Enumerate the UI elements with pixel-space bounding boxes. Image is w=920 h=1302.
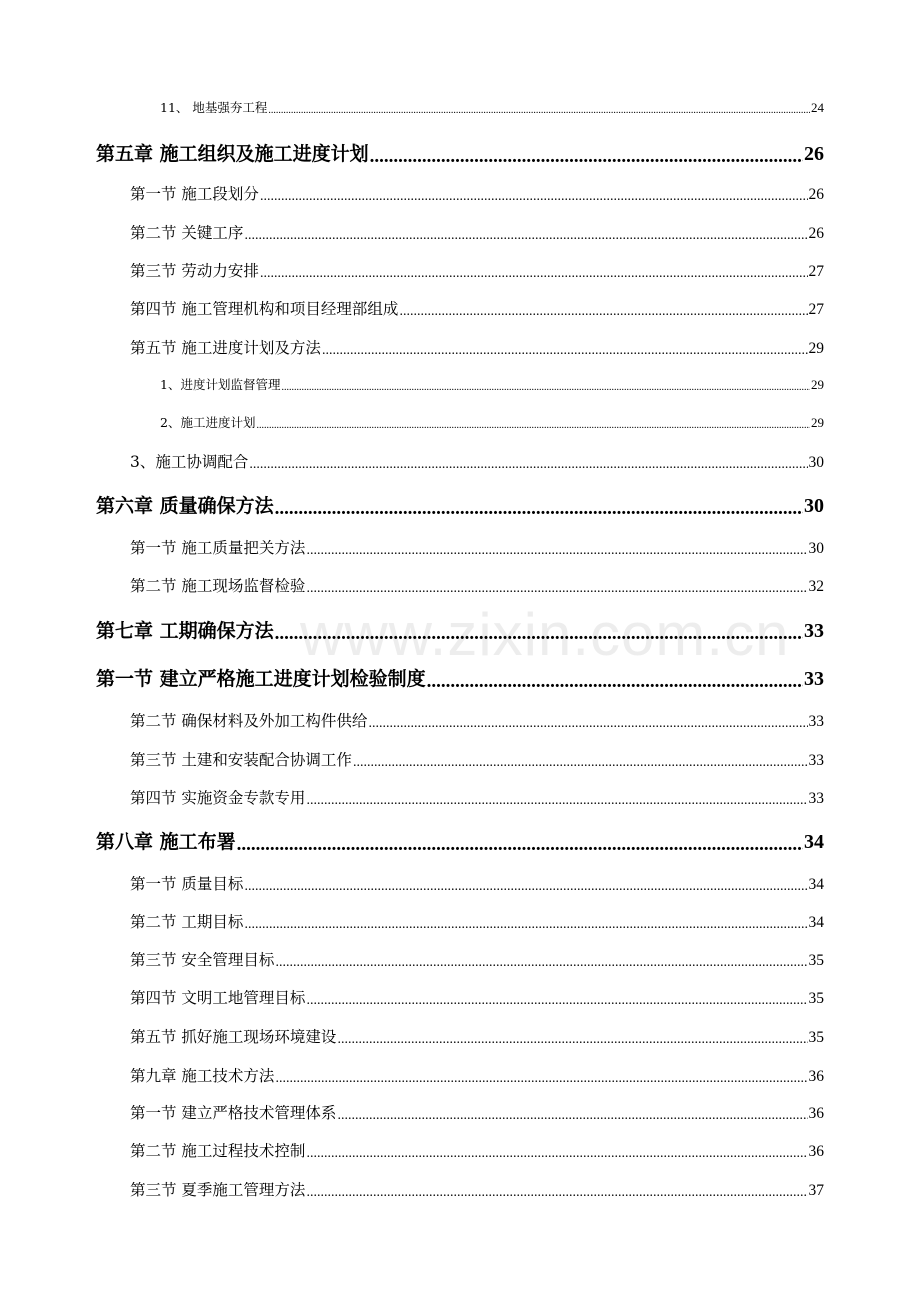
leader-dots [275,499,803,518]
toc-entry-page: 30 [808,454,824,471]
toc-entry[interactable] [130,1178,824,1200]
toc-entry-page: 35 [808,990,824,1007]
toc-entry-page: 27 [808,263,824,280]
leader-dots [370,147,803,166]
toc-entry-title: 第二节 施工过程技术控制 [130,1142,306,1160]
leader-dots [237,835,803,854]
toc-entry-page: 36 [808,1068,824,1085]
toc-entry[interactable] [130,1025,824,1047]
toc-entry[interactable] [130,1064,824,1086]
toc-entry[interactable] [130,221,824,243]
toc-entry-title: 第二节 施工现场监督检验 [130,577,306,595]
toc-entry[interactable] [130,574,824,596]
toc-entry-title: 第三节 劳动力安排 [130,262,259,280]
leader-dots [306,794,807,808]
toc-entry-title: 第五章 施工组织及施工进度计划 [96,143,369,165]
toc-chapter[interactable] [96,491,824,518]
toc-entry-title: 第一节 建立严格技术管理体系 [130,1104,337,1122]
toc-entry-title: 第一节 质量目标 [130,875,244,893]
leader-dots [337,1109,807,1123]
toc-entry[interactable] [130,709,824,731]
leader-dots [399,305,807,319]
toc-entry-page: 26 [808,225,824,242]
toc-entry-title: 1、进度计划监督管理 [160,377,281,392]
leader-dots [268,106,810,116]
toc-entry-page: 35 [808,952,824,969]
toc-entry[interactable] [160,413,824,431]
toc-entry[interactable] [130,336,824,358]
toc-entry[interactable] [130,786,824,808]
toc-entry[interactable] [130,748,824,770]
toc-entry-title: 第一节 施工段划分 [130,185,259,203]
toc-entry[interactable] [130,536,824,558]
toc-entry[interactable] [130,259,824,281]
toc-entry-title: 第七章 工期确保方法 [96,620,274,642]
toc-entry[interactable] [130,1101,824,1123]
toc-entry[interactable] [130,182,824,204]
toc-entry-page: 26 [808,186,824,203]
toc-entry-title: 第二节 关键工序 [130,224,244,242]
toc-entry-page: 33 [808,790,824,807]
toc-entry-title: 第四节 施工管理机构和项目经理部组成 [130,300,399,318]
toc-entry[interactable] [130,948,824,970]
toc-entry-page: 34 [808,914,824,931]
leader-dots [427,672,803,691]
toc-entry-page: 32 [808,578,824,595]
toc-entry-page: 36 [808,1105,824,1122]
toc-chapter[interactable] [96,139,824,166]
leader-dots [260,190,808,204]
toc-entry-title: 第九章 施工技术方法 [130,1067,275,1085]
toc-entry[interactable] [130,872,824,894]
toc-entry-title: 第三节 夏季施工管理方法 [130,1181,306,1199]
leader-dots [368,717,807,731]
toc-entry[interactable] [130,986,824,1008]
leader-dots [244,880,807,894]
toc-entry-page: 30 [808,540,824,557]
leader-dots [244,918,807,932]
toc-entry-title: 第三节 安全管理目标 [130,951,275,969]
leader-dots [306,1147,807,1161]
leader-dots [275,956,807,970]
leader-dots [322,344,808,358]
leader-dots [275,624,803,643]
toc-chapter[interactable] [96,827,824,854]
watermark: www.zixin.com.cn [300,601,790,668]
toc-entry-page: 36 [808,1143,824,1160]
toc-entry-title: 第一节 施工质量把关方法 [130,539,306,557]
toc-entry-page: 35 [808,1029,824,1046]
toc-entry-page: 34 [804,831,824,853]
leader-dots [275,1072,807,1086]
leader-dots [306,582,807,596]
toc-entry-page: 26 [804,143,824,165]
toc-entry-title: 第四节 实施资金专款专用 [130,789,306,807]
toc-entry-title: 第八章 施工布署 [96,831,236,853]
toc-chapter[interactable] [96,616,824,643]
toc-entry-page: 24 [811,100,824,115]
toc-entry-title: 第二节 工期目标 [130,913,244,931]
toc-entry-page: 34 [808,876,824,893]
toc-entry[interactable] [130,910,824,932]
toc-entry-title: 第三节 土建和安装配合协调工作 [130,751,352,769]
leader-dots [306,994,807,1008]
toc-entry-page: 27 [808,301,824,318]
toc-entry-title: 第一节 建立严格施工进度计划检验制度 [96,668,426,690]
leader-dots [244,229,807,243]
leader-dots [306,544,807,558]
toc-entry-title: 3、施工协调配合 [130,453,249,471]
toc-entry-title: 第五节 施工进度计划及方法 [130,339,321,357]
toc-entry[interactable] [130,297,824,319]
toc-entry-title: 11、 地基强夯工程 [160,100,268,115]
toc-entry-page: 33 [804,668,824,690]
toc-entry-page: 33 [804,620,824,642]
toc-entry[interactable] [160,375,824,393]
toc-entry-page: 29 [811,377,824,392]
toc-entry-page: 33 [808,713,824,730]
leader-dots [260,267,808,281]
toc-entry[interactable] [160,98,824,116]
toc-chapter[interactable] [96,664,824,691]
toc-entry-title: 第四节 文明工地管理目标 [130,989,306,1007]
toc-entry-page: 29 [811,415,824,430]
leader-dots [306,1186,807,1200]
toc-entry-page: 37 [808,1182,824,1199]
leader-dots [353,756,808,770]
toc-entry-title: 第六章 质量确保方法 [96,495,274,517]
toc-entry-title: 第五节 抓好施工现场环境建设 [130,1028,337,1046]
toc-entry[interactable] [130,1139,824,1161]
leader-dots [337,1033,807,1047]
leader-dots [249,458,807,472]
leader-dots [256,421,810,431]
toc-entry-title: 第二节 确保材料及外加工构件供给 [130,712,368,730]
leader-dots [281,383,810,393]
toc-entry-page: 33 [808,752,824,769]
toc-entry[interactable] [130,450,824,472]
toc-entry-page: 30 [804,495,824,517]
toc-entry-page: 29 [808,340,824,357]
toc-entry-title: 2、施工进度计划 [160,415,256,430]
